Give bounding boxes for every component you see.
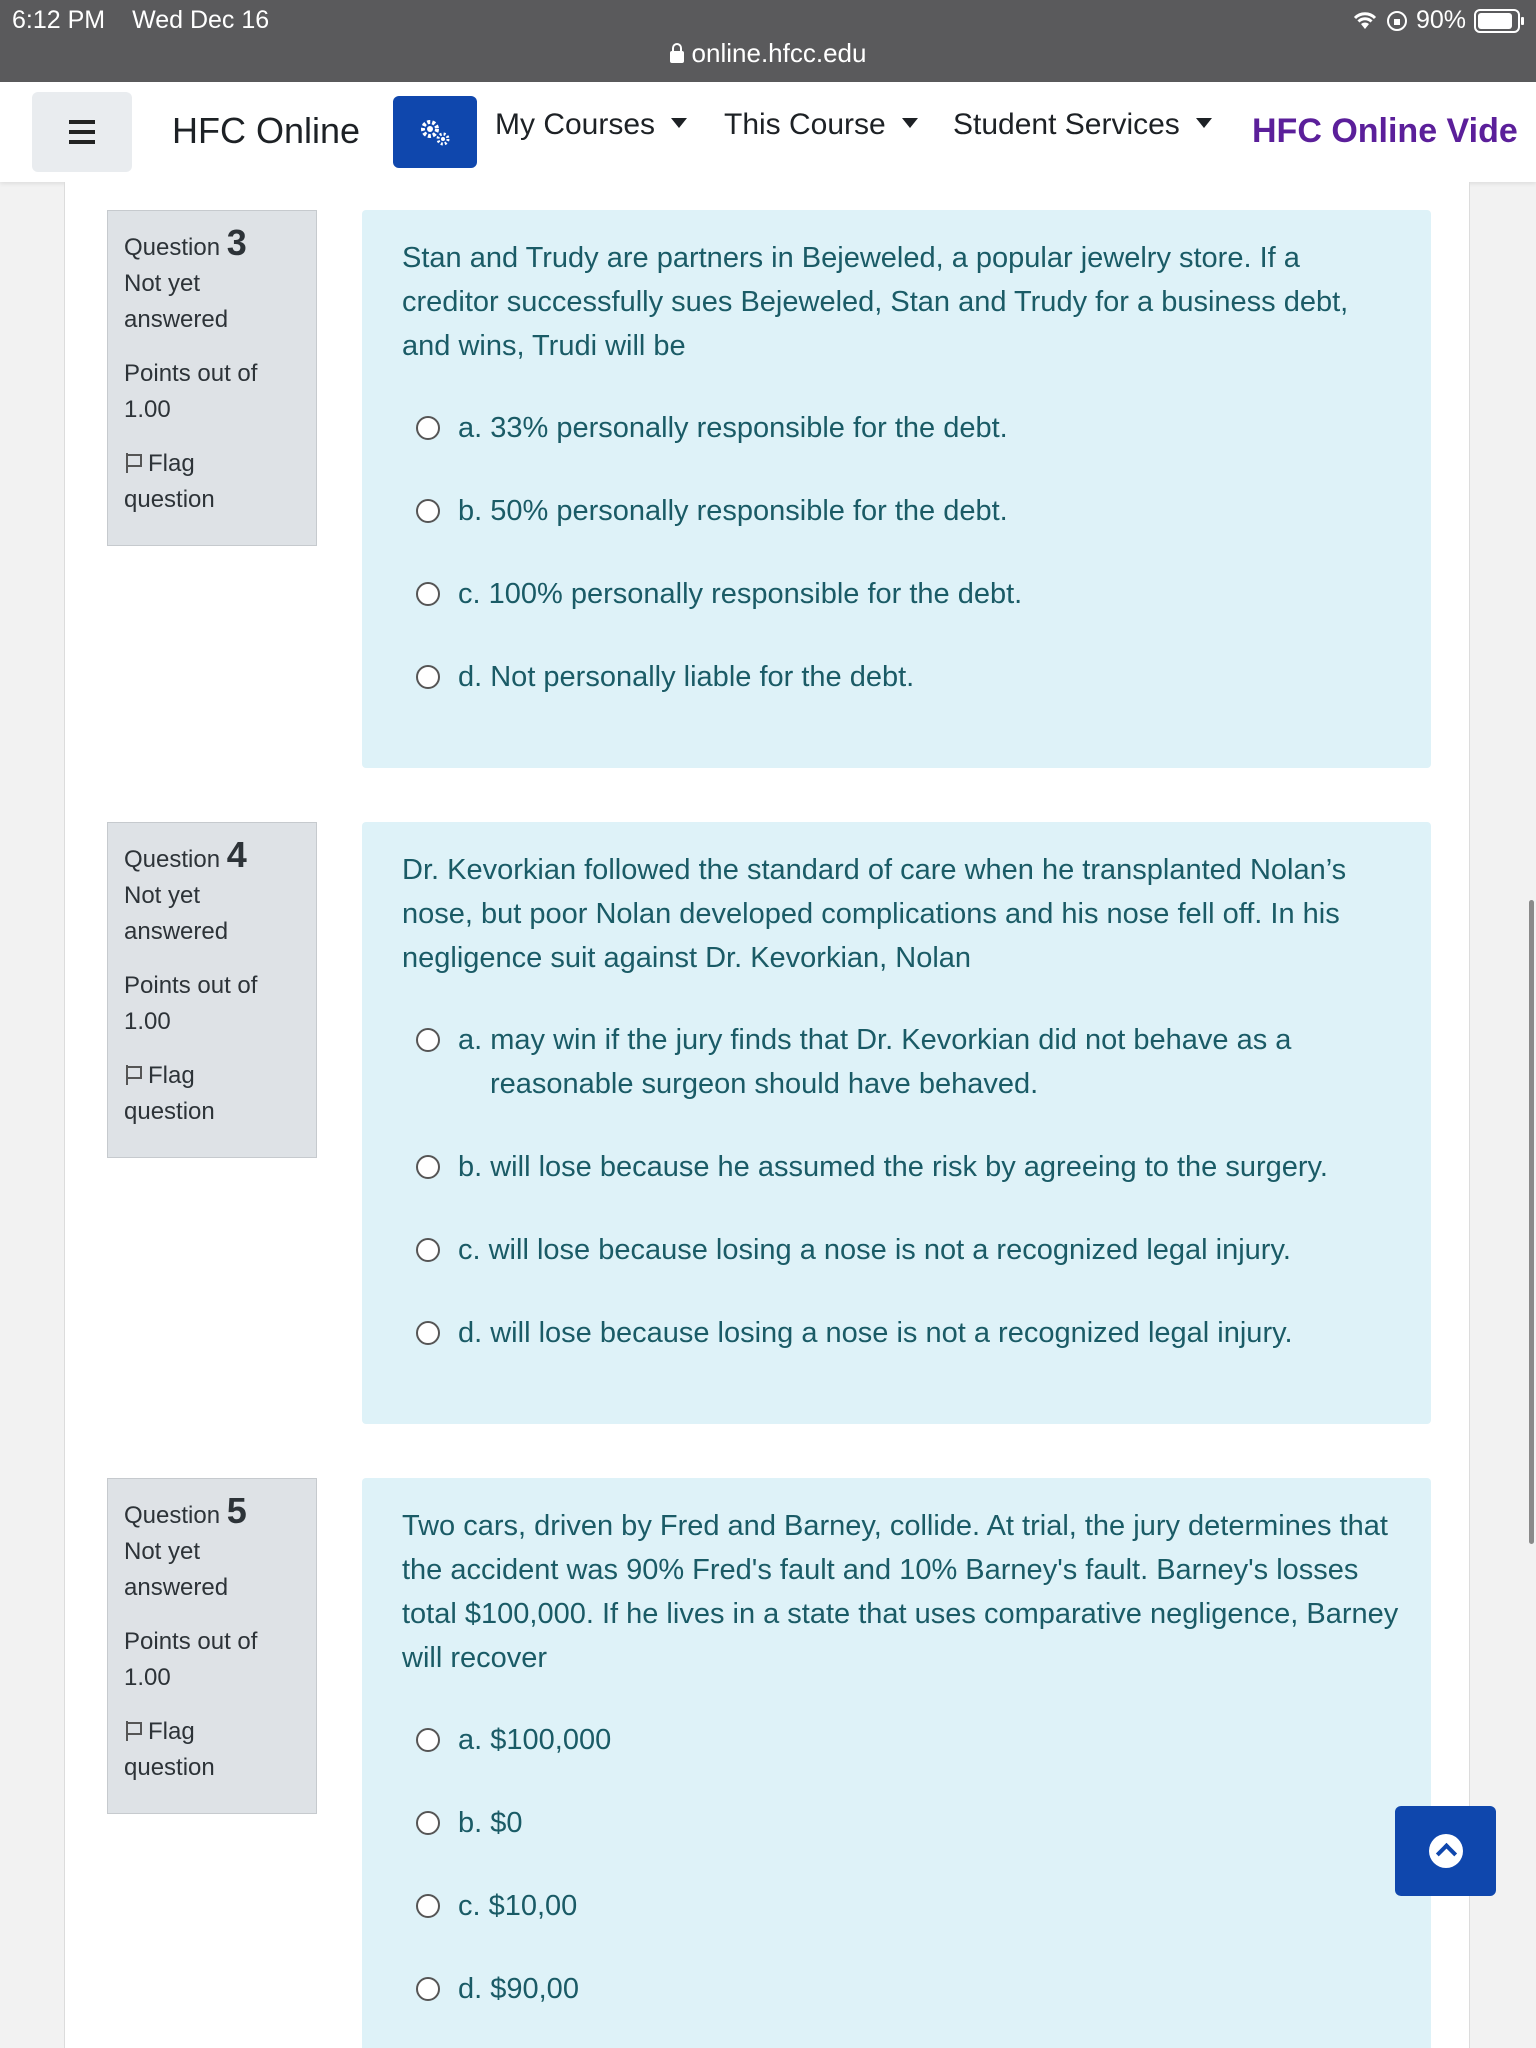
- answer-option[interactable]: d. will lose because losing a nose is not a recognized legal injury.: [416, 1311, 1378, 1355]
- gears-icon: [417, 114, 453, 150]
- question-info: [107, 822, 317, 1158]
- flag-icon: [124, 1065, 142, 1085]
- hfc-online-video-link[interactable]: HFC Online Vide: [1252, 112, 1518, 150]
- flag-question-link[interactable]: Flag question: [124, 1718, 215, 1781]
- question-state: Not yet answered: [124, 1538, 229, 1601]
- back-to-top-button[interactable]: [1395, 1806, 1496, 1896]
- wifi-icon: [1352, 11, 1378, 31]
- question-content: [362, 1478, 1431, 2048]
- radio-button[interactable]: [416, 665, 440, 689]
- radio-button[interactable]: [416, 499, 440, 523]
- answer-option[interactable]: c. will lose because losing a nose is not a recognized legal injury.: [416, 1228, 1378, 1272]
- answer-option[interactable]: d. $90,00: [416, 1967, 1378, 2011]
- radio-button[interactable]: [416, 1728, 440, 1752]
- question-number: Question 4: [124, 834, 247, 875]
- radio-button[interactable]: [416, 1238, 440, 1262]
- answer-option[interactable]: c. 100% personally responsible for the debt.: [416, 572, 1378, 616]
- status-right: [1352, 6, 1520, 35]
- scrollbar[interactable]: [1529, 900, 1534, 1544]
- radio-button[interactable]: [416, 582, 440, 606]
- menu-this-course-label: This Course: [724, 108, 886, 141]
- radio-button[interactable]: [416, 1028, 440, 1052]
- answer-text-continued: reasonable surgeon should have behaved.: [490, 1068, 1039, 1100]
- battery-percent: 90%: [1415, 6, 1466, 34]
- question-state: Not yet answered: [124, 270, 229, 333]
- question-content: [362, 210, 1431, 768]
- question-text: Two cars, driven by Fred and Barney, collide. At trial, the jury determines that the accident was 90% Fred's fault and 10% Barney's fault. Barney's losses total $100,000. If he lives in a state that uses comparative negligence, Barney will recover: [402, 1510, 1399, 1674]
- question-points: Points out of 1.00: [124, 1628, 258, 1691]
- answer-option[interactable]: [416, 1018, 1378, 1106]
- caret-down-icon: [1196, 118, 1212, 128]
- question-points: Points out of 1.00: [124, 360, 258, 423]
- question-number: Question 3: [124, 222, 247, 263]
- caret-down-icon: [671, 118, 687, 128]
- question-info: [107, 1478, 317, 1814]
- radio-button[interactable]: [416, 1155, 440, 1179]
- question-info: [107, 210, 317, 546]
- question-number: Question 5: [124, 1490, 247, 1531]
- menu-student-services[interactable]: [953, 108, 1212, 142]
- caret-down-icon: [902, 118, 918, 128]
- answer-option[interactable]: b. 50% personally responsible for the debt.: [416, 489, 1378, 533]
- answer-option[interactable]: a. $100,000: [416, 1718, 1378, 1762]
- status-left: [12, 6, 289, 35]
- lock-icon: [670, 51, 684, 63]
- question-text: Stan and Trudy are partners in Bejeweled, a popular jewelry store. If a creditor successfully sues Bejeweled, Stan and Trudy for a business debt, and wins, Trudi will be: [402, 242, 1349, 362]
- question-state: Not yet answered: [124, 882, 229, 945]
- chevron-up-icon: [1429, 1834, 1463, 1868]
- battery-icon: [1474, 9, 1520, 33]
- answer-option[interactable]: c. $10,00: [416, 1884, 1378, 1928]
- menu-student-services-label: Student Services: [953, 108, 1180, 141]
- radio-button[interactable]: [416, 1321, 440, 1345]
- orientation-lock-icon: [1386, 10, 1408, 32]
- answer-text: a. may win if the jury finds that Dr. Kevorkian did not behave as a: [458, 1024, 1292, 1056]
- menu-toggle-button[interactable]: [32, 92, 132, 172]
- flag-question-link[interactable]: Flag question: [124, 450, 215, 513]
- radio-button[interactable]: [416, 1811, 440, 1835]
- settings-button[interactable]: [393, 96, 477, 168]
- quiz-page: [64, 182, 1470, 2048]
- status-bar: [0, 0, 1536, 82]
- radio-button[interactable]: [416, 1894, 440, 1918]
- navbar: [0, 82, 1536, 182]
- answer-option[interactable]: a. 33% personally responsible for the debt.: [416, 406, 1378, 450]
- flag-icon: [124, 1721, 142, 1741]
- answer-option[interactable]: b. will lose because he assumed the risk by agreeing to the surgery.: [416, 1145, 1378, 1189]
- flag-icon: [124, 453, 142, 473]
- flag-question-link[interactable]: Flag question: [124, 1062, 215, 1125]
- site-brand[interactable]: HFC Online: [172, 110, 361, 151]
- question-points: Points out of 1.00: [124, 972, 258, 1035]
- radio-button[interactable]: [416, 416, 440, 440]
- radio-button[interactable]: [416, 1977, 440, 2001]
- menu-this-course[interactable]: [724, 108, 918, 142]
- url-text: online.hfcc.edu: [691, 38, 867, 68]
- question-text: Dr. Kevorkian followed the standard of care when he transplanted Nolan’s nose, but poor Nolan developed complications and his nose fell off. In his negligence suit against Dr. Kevorkian, Nolan: [402, 854, 1347, 974]
- menu-my-courses-label: My Courses: [495, 108, 656, 141]
- menu-my-courses[interactable]: [495, 108, 687, 142]
- address-bar[interactable]: [0, 38, 1536, 69]
- status-date: Wed Dec 16: [132, 6, 270, 34]
- answer-option[interactable]: d. Not personally liable for the debt.: [416, 655, 1378, 699]
- answer-option[interactable]: b. $0: [416, 1801, 1378, 1845]
- status-time: 6:12 PM: [12, 6, 106, 34]
- question-content: [362, 822, 1431, 1424]
